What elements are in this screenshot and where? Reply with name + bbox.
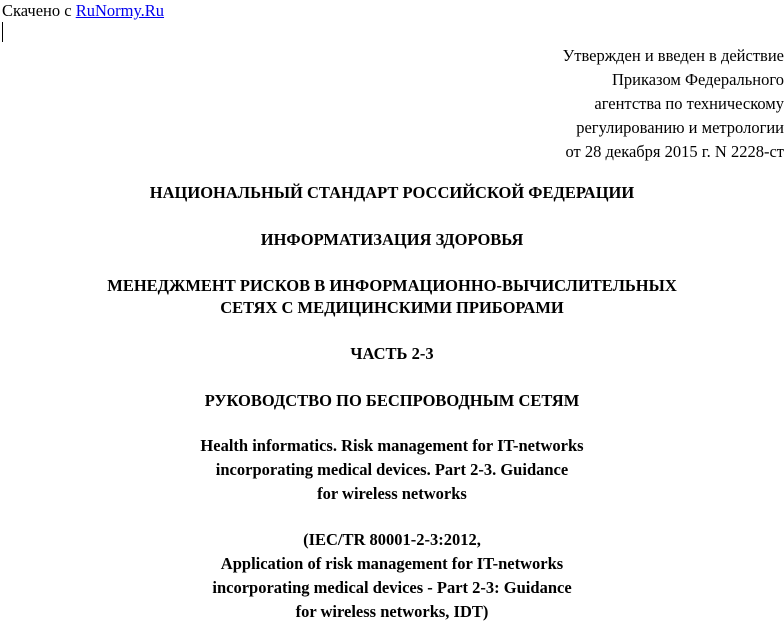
standard-name-line: МЕНЕДЖМЕНТ РИСКОВ В ИНФОРМАЦИОННО-ВЫЧИСЛИТЕЛЬНЫХ <box>107 276 677 295</box>
part-heading <box>0 342 784 366</box>
subject-heading <box>0 228 784 252</box>
standard-name-line: СЕТЯХ С МЕДИЦИНСКИМИ ПРИБОРАМИ <box>220 298 564 317</box>
part-heading-text: ЧАСТЬ 2-3 <box>350 344 434 363</box>
subject-heading-text: ИНФОРМАТИЗАЦИЯ ЗДОРОВЬЯ <box>260 230 524 249</box>
text-cursor <box>2 22 3 42</box>
english-title <box>0 434 784 506</box>
source-prefix: Скачено с <box>2 1 72 20</box>
reference-line: Application of risk management for IT-networks <box>220 554 564 573</box>
standard-heading-text: НАЦИОНАЛЬНЫЙ СТАНДАРТ РОССИЙСКОЙ ФЕДЕРАЦИИ <box>149 183 635 202</box>
approval-block <box>563 44 784 164</box>
source-link[interactable]: RuNormy.Ru <box>75 1 165 20</box>
reference-line: incorporating medical devices - Part 2-3: Guidance <box>212 578 572 597</box>
approval-line: от 28 декабря 2015 г. N 2228-ст <box>565 142 784 161</box>
international-reference <box>0 528 784 624</box>
english-title-line: for wireless networks <box>317 484 467 503</box>
approval-line: агентства по техническому <box>594 94 784 113</box>
english-title-line: incorporating medical devices. Part 2-3. Guidance <box>215 460 569 479</box>
source-line <box>2 1 164 21</box>
standard-name <box>0 275 784 319</box>
approval-line: Утвержден и введен в действие <box>562 46 784 65</box>
approval-line: Приказом Федерального <box>611 70 784 89</box>
reference-line: for wireless networks, IDT) <box>295 602 489 621</box>
part-name-text: РУКОВОДСТВО ПО БЕСПРОВОДНЫМ СЕТЯМ <box>204 391 580 410</box>
reference-line: (IEC/TR 80001-2-3:2012, <box>303 530 481 549</box>
part-name-heading <box>0 389 784 413</box>
english-title-line: Health informatics. Risk management for IT-networks <box>200 436 584 455</box>
standard-heading <box>0 181 784 205</box>
approval-line: регулированию и метрологии <box>576 118 784 137</box>
